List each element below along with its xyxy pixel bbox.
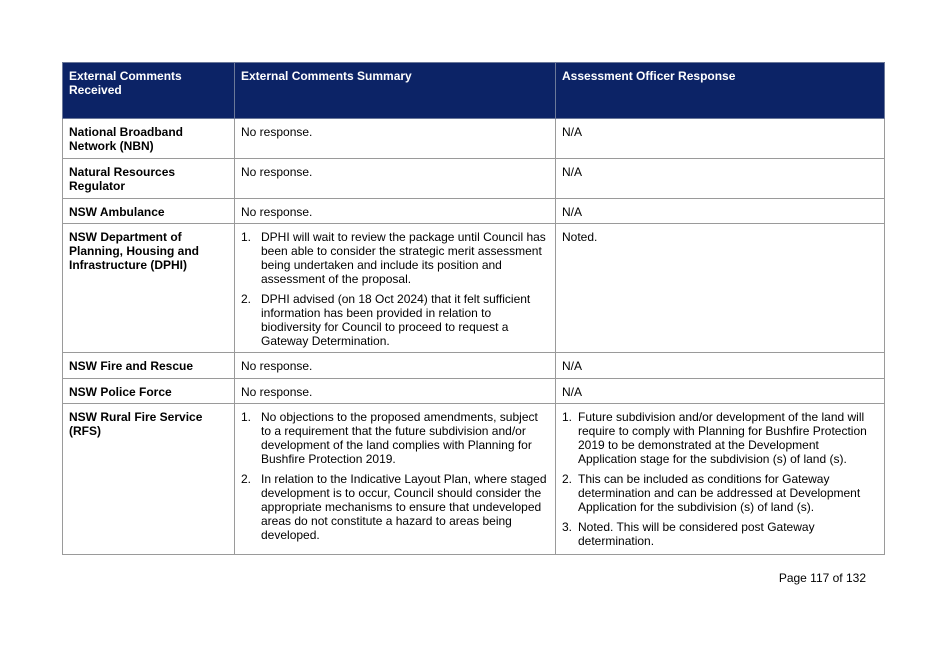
summary-item-text: No objections to the proposed amendments, subject to a requirement that the future subdivision and/or development of the land complies with Planning for Bushfire Protection 2019. xyxy=(261,410,538,466)
org-cell: NSW Ambulance xyxy=(63,199,235,224)
list-item: 2. In relation to the Indicative Layout Plan, where staged development is to occur, Council should consider the appropriate mechanisms to ensure that undeveloped areas do not constitute a hazard to areas being developed. xyxy=(241,472,547,542)
response-cell xyxy=(556,404,885,555)
summary-list xyxy=(241,410,549,542)
summary-cell: No response. xyxy=(235,379,556,404)
response-cell: N/A xyxy=(556,353,885,379)
table-header-row xyxy=(63,63,885,119)
org-cell: NSW Department of Planning, Housing and Infrastructure (DPHI) xyxy=(63,224,235,353)
summary-list xyxy=(241,230,549,348)
org-cell: NSW Police Force xyxy=(63,379,235,404)
summary-cell xyxy=(235,404,556,555)
summary-cell: No response. xyxy=(235,353,556,379)
header-comments-received: External Comments Received xyxy=(63,63,235,119)
summary-cell: No response. xyxy=(235,199,556,224)
summary-cell: No response. xyxy=(235,119,556,159)
response-cell: N/A xyxy=(556,199,885,224)
summary-cell: No response. xyxy=(235,159,556,199)
summary-item-text: DPHI advised (on 18 Oct 2024) that it felt sufficient information has been provided in relation to biodiversity for Council to proceed to request a Gateway Determination. xyxy=(261,292,531,348)
external-comments-table xyxy=(62,62,885,555)
response-item-text: This can be included as conditions for Gateway determination and can be addressed at Development Application for the subdivision (s) of land (s). xyxy=(578,472,861,514)
summary-item-text: In relation to the Indicative Layout Plan, where staged development is to occur, Council should consider the appropriate mechanisms to ensure that undeveloped areas do not constitute a hazard to areas being developed. xyxy=(261,472,547,542)
table-row xyxy=(63,224,885,353)
table-row xyxy=(63,199,885,224)
org-cell: National Broadband Network (NBN) xyxy=(63,119,235,159)
list-item: 1. No objections to the proposed amendments, subject to a requirement that the future subdivision and/or development of the land complies with Planning for Bushfire Protection 2019. xyxy=(241,410,538,466)
response-cell: Noted. xyxy=(556,224,885,353)
header-officer-response: Assessment Officer Response xyxy=(556,63,885,119)
response-cell: N/A xyxy=(556,379,885,404)
response-cell: N/A xyxy=(556,119,885,159)
response-cell: N/A xyxy=(556,159,885,199)
table-row xyxy=(63,353,885,379)
header-comments-summary: External Comments Summary xyxy=(235,63,556,119)
response-item-text: Noted. This will be considered post Gateway determination. xyxy=(578,520,815,548)
response-item-text: Future subdivision and/or development of the land will require to comply with Planning for Bushfire Protection 2019 to be demonstrated at the Development Application stage for the subdivision (s) of land (s). xyxy=(578,410,867,466)
table-row xyxy=(63,119,885,159)
table-row xyxy=(63,379,885,404)
list-item: 1. DPHI will wait to review the package until Council has been able to consider the strategic merit assessment being undertaken and include its position and assessment of the proposal. xyxy=(241,230,546,286)
table-row xyxy=(63,404,885,555)
org-cell: Natural Resources Regulator xyxy=(63,159,235,199)
summary-item-text: DPHI will wait to review the package until Council has been able to consider the strategic merit assessment being undertaken and include its position and assessment of the proposal. xyxy=(261,230,546,286)
response-list xyxy=(562,410,878,548)
list-item: 2. This can be included as conditions for Gateway determination and can be addressed at Development Application for the subdivision (s) of land (s). xyxy=(562,472,861,514)
org-cell: NSW Rural Fire Service (RFS) xyxy=(63,404,235,555)
summary-cell xyxy=(235,224,556,353)
list-item: 2. DPHI advised (on 18 Oct 2024) that it felt sufficient information has been provided in relation to biodiversity for Council to proceed to request a Gateway Determination. xyxy=(241,292,531,348)
list-item: 1. Future subdivision and/or development of the land will require to comply with Planning for Bushfire Protection 2019 to be demonstrated at the Development Application stage for the subdivision (s) of land (s). xyxy=(562,410,867,466)
table-row xyxy=(63,159,885,199)
org-cell: NSW Fire and Rescue xyxy=(63,353,235,379)
list-item: 3. Noted. This will be considered post Gateway determination. xyxy=(562,520,815,548)
page-number: Page 117 of 132 xyxy=(778,571,866,585)
